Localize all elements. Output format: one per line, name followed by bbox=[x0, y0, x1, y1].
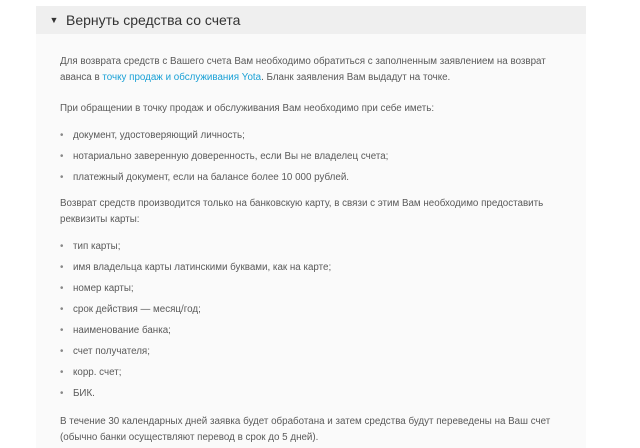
bullet: • bbox=[60, 172, 64, 183]
bullet: • bbox=[60, 388, 64, 399]
list-item-text: корр. счет; bbox=[73, 367, 122, 378]
bullet: • bbox=[60, 151, 64, 162]
closing-paragraph: В течение 30 календарных дней заявка будет обработана и затем средства будут переведены на Ваш счет (обычно банки осуществляют перевод в срок до 5 дней). bbox=[60, 416, 551, 443]
bullet: • bbox=[60, 367, 64, 378]
list-item bbox=[60, 320, 560, 341]
bullet: • bbox=[60, 346, 64, 357]
sales-point-link[interactable]: точку продаж и обслуживания Yota bbox=[102, 72, 262, 83]
list-item bbox=[60, 341, 560, 362]
bullet: • bbox=[60, 304, 64, 315]
list-item bbox=[60, 362, 560, 383]
intro-text-before-link: Для возврата средств с Вашего счета Вам необходимо обратиться с заполненным заявлением на возврат аванса в bbox=[60, 56, 546, 83]
list-item bbox=[60, 125, 560, 146]
visit-intro-paragraph: При обращении в точку продаж и обслуживания Вам необходимо при себе иметь: bbox=[60, 103, 435, 114]
bullet: • bbox=[60, 283, 64, 294]
list-item-text: платежный документ, если на балансе более 10 000 рублей. bbox=[73, 172, 350, 183]
accordion-title: Вернуть средства со счета bbox=[66, 12, 241, 28]
documents-list bbox=[60, 125, 560, 188]
bullet: • bbox=[60, 262, 64, 273]
card-details-list bbox=[60, 236, 560, 404]
list-item-text: наименование банка; bbox=[73, 325, 171, 336]
bullet: • bbox=[60, 241, 64, 252]
list-item-text: тип карты; bbox=[73, 241, 121, 252]
list-item bbox=[60, 167, 560, 188]
list-item-text: номер карты; bbox=[73, 283, 134, 294]
list-item bbox=[60, 383, 560, 404]
bullet: • bbox=[60, 130, 64, 141]
card-intro-paragraph: Возврат средств производится только на банковскую карту, в связи с этим Вам необходимо предоставить реквизиты карты: bbox=[60, 198, 544, 225]
list-item-text: имя владельца карты латинскими буквами, как на карте; bbox=[73, 262, 332, 273]
list-item bbox=[60, 146, 560, 167]
list-item bbox=[60, 299, 560, 320]
intro-paragraph bbox=[60, 54, 560, 91]
bullet: • bbox=[60, 325, 64, 336]
list-item bbox=[60, 257, 560, 278]
list-item-text: срок действия — месяц/год; bbox=[73, 304, 201, 315]
intro-text-after-link: . Бланк заявления Вам выдадут на точке. bbox=[261, 72, 451, 83]
chevron-down-icon[interactable]: ▼ bbox=[49, 15, 59, 25]
accordion-content bbox=[60, 54, 560, 446]
list-item bbox=[60, 236, 560, 257]
list-item-text: документ, удостоверяющий личность; bbox=[73, 130, 245, 141]
list-item bbox=[60, 278, 560, 299]
list-item-text: БИК. bbox=[73, 388, 95, 399]
list-item-text: нотариально заверенную доверенность, если Вы не владелец счета; bbox=[73, 151, 389, 162]
accordion-header-refund[interactable] bbox=[36, 6, 586, 34]
list-item-text: счет получателя; bbox=[73, 346, 150, 357]
